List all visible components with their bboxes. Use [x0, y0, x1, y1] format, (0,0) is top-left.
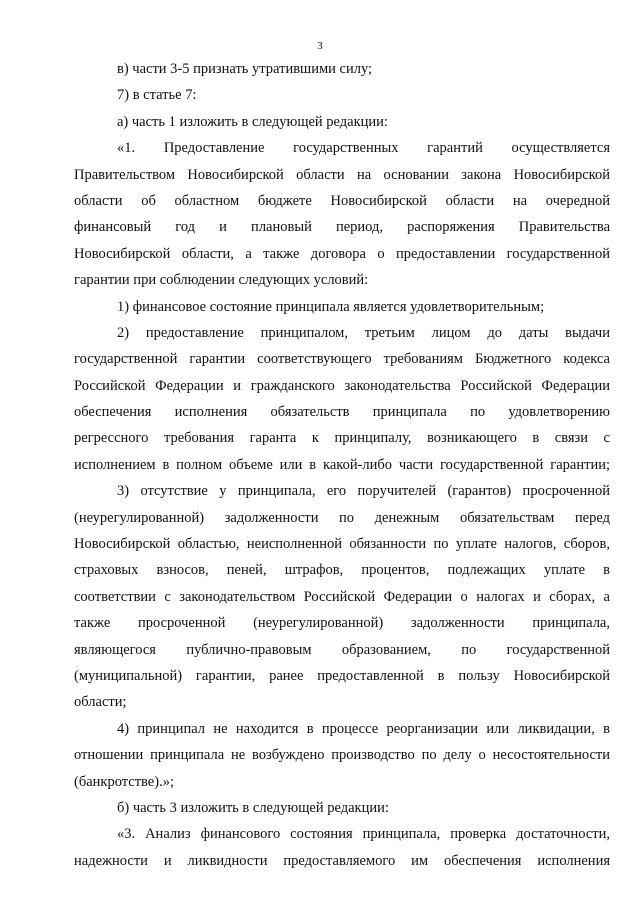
text-line: Новосибирской областью, неисполненной обязанности по уплате налогов, сборов,: [74, 536, 610, 553]
text-line: регрессного требования гаранта к принципалу, возникающего в связи с: [74, 430, 610, 447]
text-line: области;: [74, 694, 127, 711]
text-line: 2) предоставление принципалом, третьим лицом до даты выдачи: [117, 324, 610, 341]
text-line: надежности и ликвидности предоставляемого им обеспечения исполнения: [74, 852, 610, 869]
text-line: обеспечения исполнения обязательств принципала по удовлетворению: [74, 404, 610, 421]
document-body: [74, 56, 610, 874]
text-line: 3) отсутствие у принципала, его поручителей (гарантов) просроченной: [117, 483, 610, 500]
text-line: также просроченной (неурегулированной) задолженности принципала,: [74, 615, 610, 632]
text-line: 4) принципал не находится в процессе реорганизации или ликвидации, в: [117, 720, 610, 737]
text-line: (муниципальной) гарантии, ранее предоставленной в пользу Новосибирской: [74, 667, 610, 684]
text-line: «1. Предоставление государственных гарантий осуществляется: [117, 140, 610, 157]
text-line: финансовый год и плановый период, распоряжения Правительства: [74, 219, 610, 236]
text-line: государственной гарантии соответствующего требованиям Бюджетного кодекса: [74, 351, 610, 368]
page-number: 3: [317, 40, 323, 52]
text-line: Российской Федерации и гражданского законодательства Российской Федерации: [74, 377, 610, 394]
text-line: отношении принципала не возбуждено производство по делу о несостоятельности: [74, 747, 610, 764]
text-line: области об областном бюджете Новосибирской области на очередной: [74, 192, 610, 209]
text-line: а) часть 1 изложить в следующей редакции:: [117, 113, 388, 130]
text-line: в) части 3-5 признать утратившими силу;: [117, 61, 373, 77]
text-line: «3. Анализ финансового состояния принципала, проверка достаточности,: [117, 826, 610, 843]
text-line: страховых взносов, пеней, штрафов, процентов, подлежащих уплате в: [74, 562, 610, 579]
text-line: исполнением в полном объеме или в какой-либо части государственной гарантии;: [74, 456, 610, 473]
text-line: 7) в статье 7:: [117, 87, 197, 104]
text-line: 1) финансовое состояние принципала является удовлетворительным;: [117, 298, 545, 315]
text-line: являющегося публично-правовым образованием, по государственной: [74, 641, 610, 658]
text-line: гарантии при соблюдении следующих условий:: [74, 272, 369, 289]
text-line: б) часть 3 изложить в следующей редакции:: [117, 799, 389, 816]
text-line: Правительством Новосибирской области на основании закона Новосибирской: [74, 166, 610, 183]
text-line: Новосибирской области, а также договора о предоставлении государственной: [74, 245, 610, 262]
text-line: (неурегулированной) задолженности по денежным обязательствам перед: [74, 509, 610, 526]
text-line: соответствии с законодательством Российской Федерации о налогах и сборах, а: [74, 588, 610, 605]
text-line: (банкротстве).»;: [74, 773, 174, 790]
